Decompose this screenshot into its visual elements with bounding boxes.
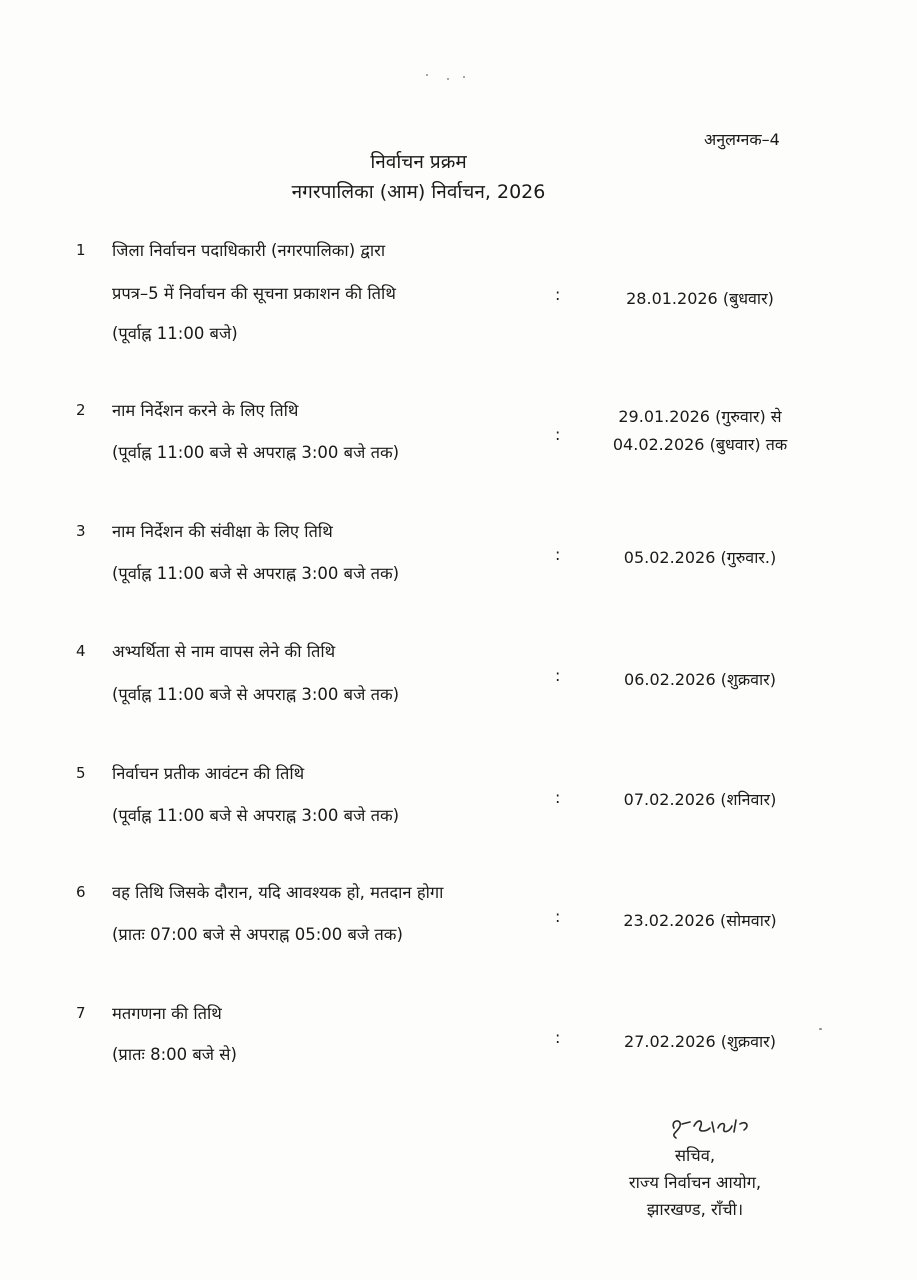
- item-date: 28.01.2026 (बुधवार): [626, 289, 774, 308]
- item-description-line: (पूर्वाह्न 11:00 बजे से अपराह्न 3:00 बजे तक): [112, 685, 400, 704]
- item-date: 23.02.2026 (सोमवार): [623, 911, 777, 930]
- item-description-line: (पूर्वाह्न 11:00 बजे से अपराह्न 3:00 बजे तक): [112, 564, 400, 583]
- item-description-line: (पूर्वाह्न 11:00 बजे से अपराह्न 3:00 बजे तक): [112, 806, 400, 825]
- scan-speck: [426, 74, 428, 76]
- item-number: 5: [76, 764, 86, 782]
- item-date: 05.02.2026 (गुरुवार.): [623, 548, 777, 567]
- item-number: 3: [76, 522, 86, 540]
- item-separator: :: [555, 907, 561, 926]
- item-separator: :: [555, 1028, 561, 1047]
- document-title: निर्वाचन प्रक्रम: [370, 151, 467, 173]
- item-description-line: नाम निर्देशन करने के लिए तिथि: [112, 401, 299, 420]
- annexure-label: अनुलग्नक–4: [704, 130, 780, 149]
- signatory-office: राज्य निर्वाचन आयोग,: [628, 1173, 762, 1192]
- item-description-line: (प्रातः 07:00 बजे से अपराह्न 05:00 बजे तक): [112, 925, 403, 944]
- item-description-line: (पूर्वाह्न 11:00 बजे से अपराह्न 3:00 बजे तक): [112, 443, 400, 462]
- item-description-line: जिला निर्वाचन पदाधिकारी (नगरपालिका) द्वारा: [112, 241, 386, 260]
- item-description-line: निर्वाचन प्रतीक आवंटन की तिथि: [112, 764, 305, 783]
- scan-speck: [819, 1028, 822, 1030]
- item-separator: :: [555, 545, 561, 564]
- item-date: 04.02.2026 (बुधवार) तक: [612, 435, 788, 454]
- signatory-designation: सचिव,: [674, 1146, 716, 1165]
- item-number: 7: [76, 1004, 86, 1022]
- item-number: 2: [76, 401, 86, 419]
- document-subtitle: नगरपालिका (आम) निर्वाचन, 2026: [291, 181, 546, 203]
- item-date: 07.02.2026 (शनिवार): [623, 790, 777, 809]
- item-description-line: वह तिथि जिसके दौरान, यदि आवश्यक हो, मतदान होगा: [112, 883, 444, 902]
- item-date: 29.01.2026 (गुरुवार) से: [618, 407, 782, 426]
- item-description-line: नाम निर्देशन की संवीक्षा के लिए तिथि: [112, 522, 333, 541]
- item-separator: :: [555, 425, 561, 444]
- item-date: 06.02.2026 (शुक्रवार): [624, 670, 776, 689]
- scan-speck: [447, 78, 449, 80]
- item-description-line: मतगणना की तिथि: [112, 1004, 222, 1023]
- item-separator: :: [555, 285, 561, 304]
- item-number: 6: [76, 883, 86, 901]
- item-description-line: (पूर्वाह्न 11:00 बजे): [112, 324, 238, 343]
- item-description-line: अभ्यर्थिता से नाम वापस लेने की तिथि: [112, 642, 336, 661]
- signatory-location: झारखण्ड, राँची।: [646, 1200, 744, 1219]
- item-number: 4: [76, 642, 86, 660]
- item-separator: :: [555, 666, 561, 685]
- item-date: 27.02.2026 (शुक्रवार): [624, 1032, 776, 1051]
- item-number: 1: [76, 241, 86, 259]
- item-description-line: (प्रातः 8:00 बजे से): [112, 1045, 237, 1064]
- item-description-line: प्रपत्र–5 में निर्वाचन की सूचना प्रकाशन की तिथि: [112, 284, 396, 303]
- item-separator: :: [555, 788, 561, 807]
- scan-speck: [463, 76, 465, 78]
- signatory-block: [600, 1115, 790, 1223]
